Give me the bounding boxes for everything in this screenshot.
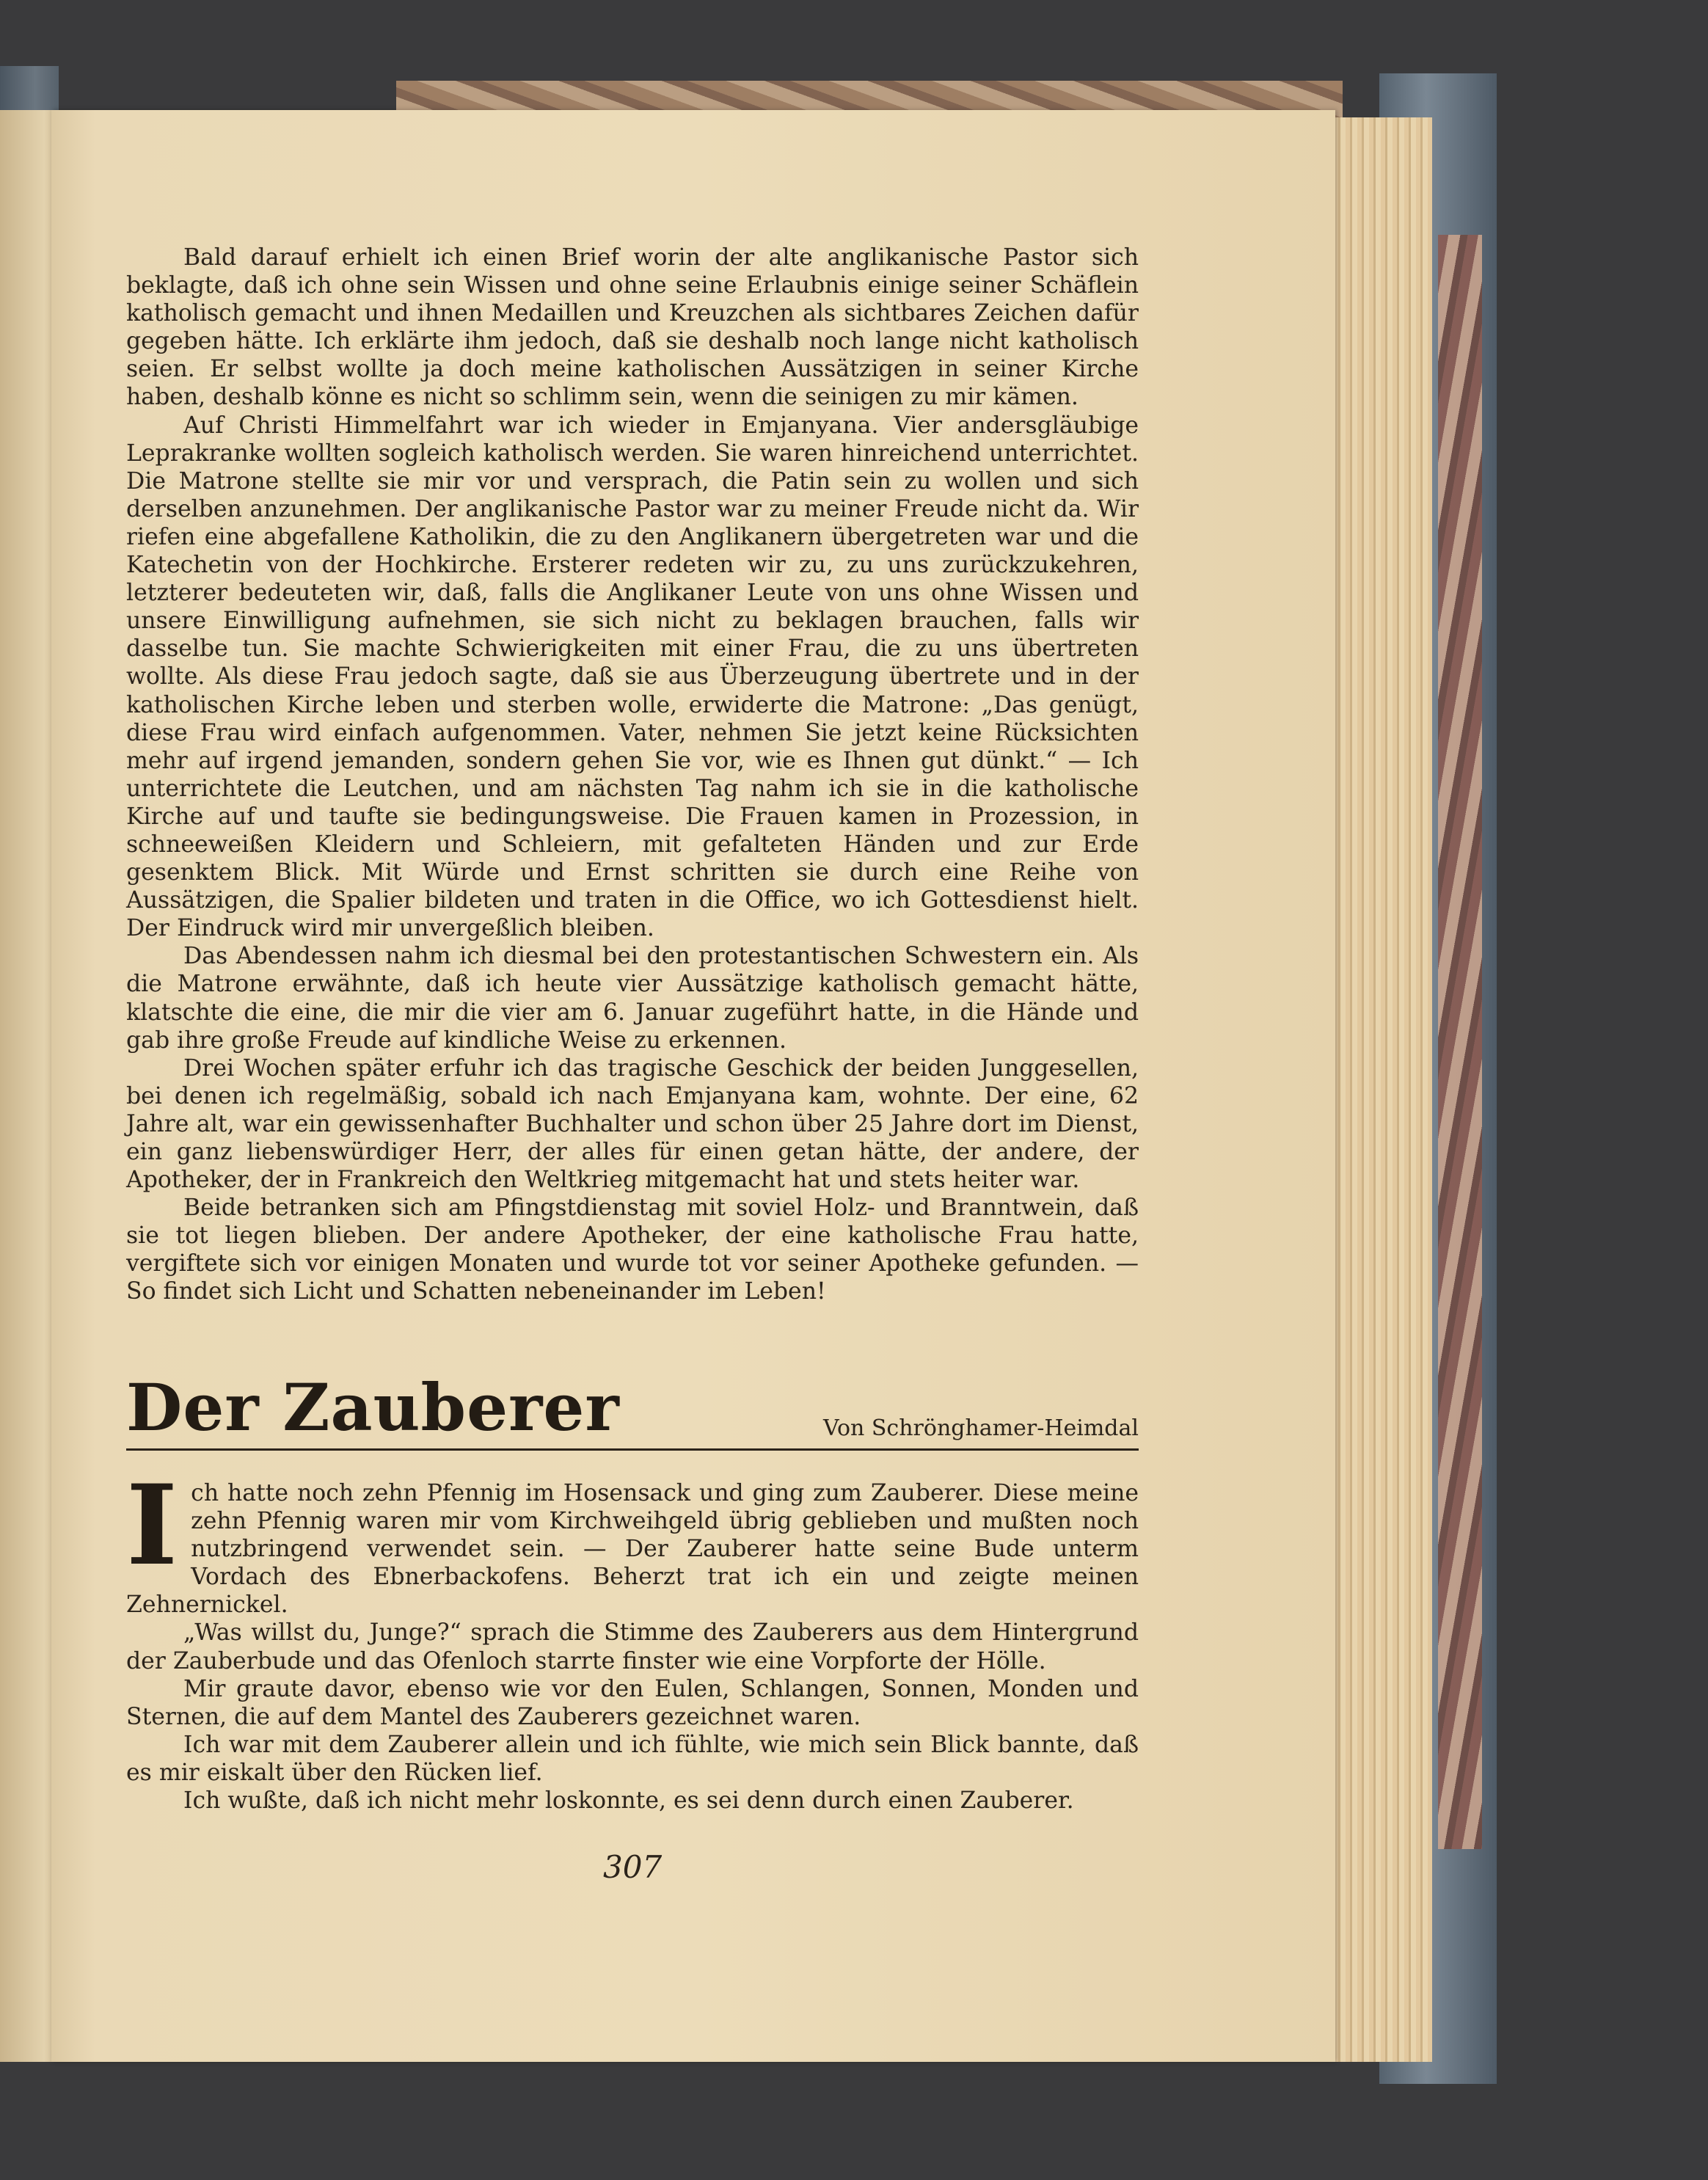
page-number: 307	[603, 1849, 663, 1885]
article-paragraph: Mir graute davor, ebenso wie vor den Eulen, Schlangen, Sonnen, Monden und Sternen, die auf dem Mantel des Zauberers gezeichnet waren.	[126, 1675, 1139, 1730]
article-paragraph: „Was willst du, Junge?“ sprach die Stimme des Zauberers aus dem Hintergrund der Zauberbude und das Ofenloch starrte finster wie eine Vorpforte der Hölle.	[126, 1619, 1139, 1674]
body-paragraph: Beide betranken sich am Pfingstdienstag mit soviel Holz- und Branntwein, daß sie tot liegen blieben. Der andere Apotheker, der eine katholische Frau hatte, vergiftete sich vor einigen Monaten und wurde tot vor seiner Apotheke gefunden. — So findet sich Licht und Schatten nebeneinander im Leben!	[126, 1195, 1139, 1305]
article-title: Der Zauberer	[126, 1369, 620, 1446]
body-paragraph: Auf Christi Himmelfahrt war ich wieder in Emjanyana. Vier andersgläubige Leprakranke wollten sogleich katholisch werden. Sie waren hinreichend unterrichtet. Die Matrone stellte sie mir vor und versprach, die Patin sein zu wollen und sich derselben anzunehmen. Der anglikanische Pastor war zu meiner Freude nicht da. Wir riefen eine abgefallene Katholikin, die zu den Anglikanern übergetreten war und die Katechetin von der Hochkirche. Ersterer redeten wir zu, zu uns zurückzukehren, letzterer bedeuteten wir, daß, falls die Anglikaner Leute von uns ohne Wissen und unsere Einwilligung aufnehmen, sie sich nicht zu beklagen brauchen, falls wir dasselbe tun. Sie machte Schwierigkeiten mit einer Frau, die zu uns übertreten wollte. Als diese Frau jedoch sagte, daß sie aus Überzeugung übertrete und in der katholischen Kirche leben und sterben wolle, erwiderte die Matrone: „Das genügt, diese Frau wird einfach aufgenommen. Vater, nehmen Sie jetzt keine Rücksichten mehr auf irgend jemanden, sondern gehen Sie vor, wie es Ihnen gut dünkt.“ — Ich unterrichtete die Leutchen, und am nächsten Tag nahm ich sie in die katholische Kirche auf und taufte sie bedingungsweise. Die Frauen kamen in Prozession, in schneeweißen Kleidern und Schleiern, mit gefalteten Händen und zur Erde gesenktem Blick. Mit Würde und Ernst schritten sie durch eine Reihe von Aussätzigen, die Spalier bildeten und traten in die Office, wo ich Gottesdienst hielt. Der Eindruck wird mir unvergeßlich bleiben.	[126, 412, 1139, 942]
article-paragraph: Ich war mit dem Zauberer allein und ich fühlte, wie mich sein Blick bannte, daß es mir eiskalt über den Rücken lief.	[126, 1731, 1139, 1786]
body-paragraph: Das Abendessen nahm ich diesmal bei den protestantischen Schwestern ein. Als die Matrone erwähnte, daß ich heute vier Aussätzige katholisch gemacht hätte, klatschte die eine, die mir die vier am 6. Januar zugeführt hatte, in die Hände und gab ihre große Freude auf kindliche Weise zu erkennen.	[126, 943, 1139, 1054]
article-paragraph: Ich wußte, daß ich nicht mehr loskonnte, es sei denn durch einen Zauberer.	[183, 1787, 1074, 1815]
article-author: Von Schrönghamer-Heimdal	[823, 1415, 1139, 1441]
drop-cap: I	[126, 1461, 178, 1590]
article-text	[126, 1461, 1139, 1815]
body-text	[126, 244, 1139, 1306]
article-first-paragraph	[126, 1461, 1139, 1619]
article-heading	[126, 1371, 1139, 1451]
stacked-page-edges	[1321, 117, 1432, 2062]
first-paragraph-text: ch hatte noch zehn Pfennig im Hosensack und ging zum Zauberer. Diese meine zehn Pfennig waren mir vom Kirchweihgeld übrig geblieben und mußten noch nutzbringend verwendet sein. — Der Zauberer hatte seine Bude unterm Vordach des Ebnerbackofens. Beherzt trat ich ein und zeigte meinen Zehnernickel.	[126, 1480, 1139, 1619]
body-paragraph: Drei Wochen später erfuhr ich das tragische Geschick der beiden Junggesellen, bei denen ich regelmäßig, sobald ich nach Emjanyana kam, wohnte. Der eine, 62 Jahre alt, war ein gewissenhafter Buchhalter und schon über 25 Jahre dort im Dienst, ein ganz liebenswürdiger Herr, der alles für einen getan hätte, der andere, der Apotheker, der in Frankreich den Weltkrieg mitgemacht hat und stets heiter war.	[126, 1054, 1139, 1194]
marbled-cover-right	[1438, 235, 1482, 1849]
body-paragraph: Bald darauf erhielt ich einen Brief worin der alte anglikanische Pastor sich beklagte, daß ich ohne sein Wissen und ohne seine Erlaubnis einige seiner Schäflein katholisch gemacht und ihnen Medaillen und Kreuzchen als sichtbares Zeichen dafür gegeben hätte. Ich erklärte ihm jedoch, daß sie deshalb noch lange nicht katholisch seien. Er selbst wollte ja doch meine katholischen Aussätzigen in seiner Kirche haben, deshalb könne es nicht so schlimm sein, wenn die seinigen zu mir kämen.	[126, 244, 1139, 411]
